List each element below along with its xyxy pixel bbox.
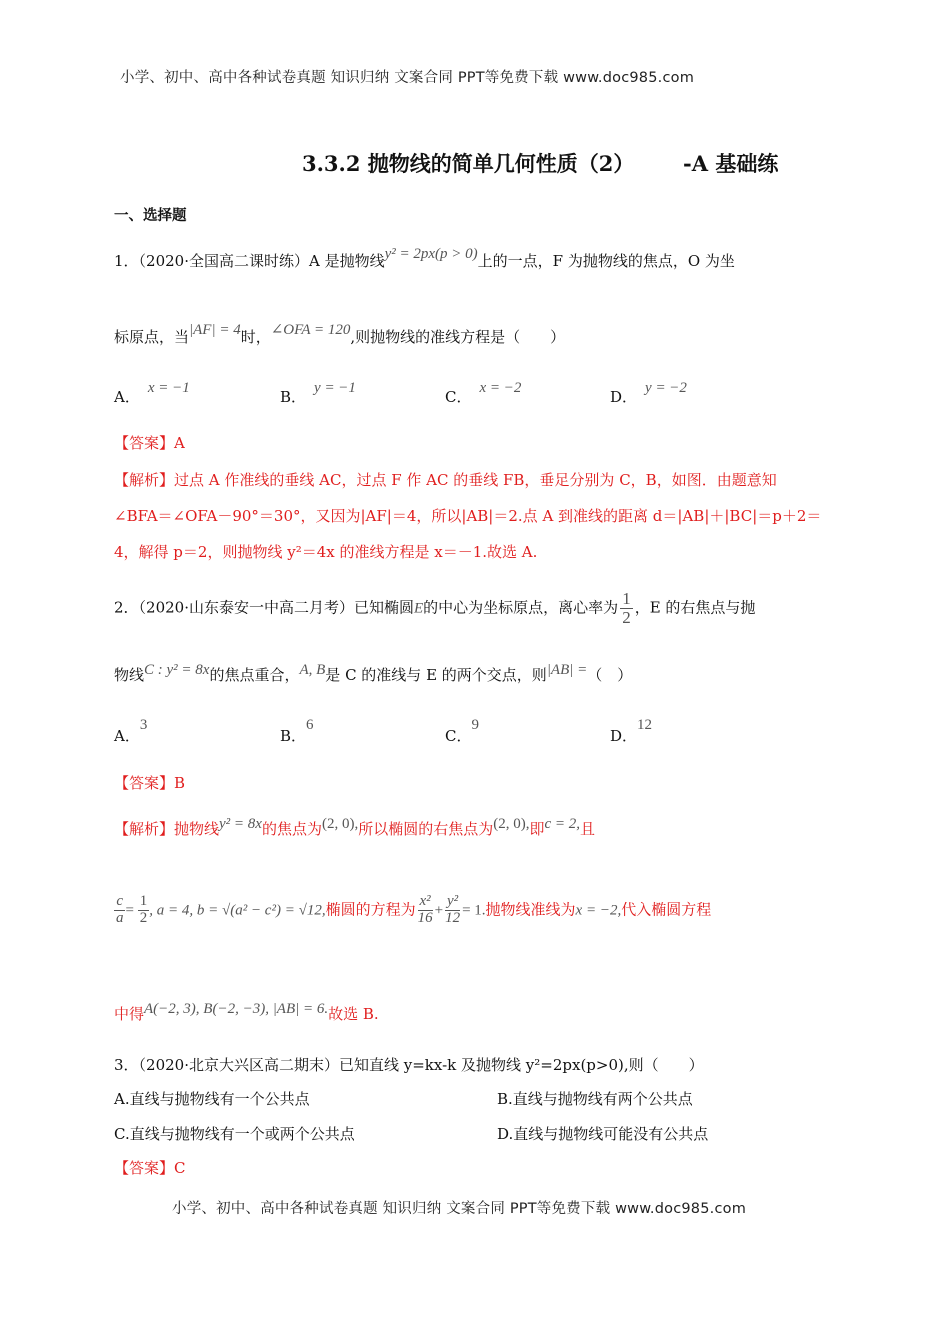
q2-line1: 2．（2020·山东泰安一中高二月考）已知椭圆E的中心为坐标原点，离心率为 $\frac{1}{2}$ ，E 的右焦点与抛: [114, 589, 756, 627]
q2-option-b: B．6: [280, 717, 314, 745]
q3-stem: 3．（2020·北京大兴区高二期末）已知直线 y=kx-k 及抛物线 y²=2px(p>0),则（ ）: [114, 1056, 704, 1074]
q1-answer: 【答案】A: [114, 434, 185, 452]
q1-option-d: D． y = −2: [610, 380, 687, 406]
q2-line2: 物线C : y² = 8x的焦点重合，A, B是 C 的准线与 E 的两个交点，则|AB| =（ ）: [114, 662, 633, 684]
q3-option-c: C.直线与抛物线有一个或两个公共点: [114, 1125, 355, 1143]
q3-option-b: B.直线与抛物线有两个公共点: [497, 1090, 693, 1108]
q1-analysis-2: ∠BFA＝∠OFA－90°＝30°，又因为|AF|＝4，所以|AB|＝2.点 A 到准线的距离 d＝|AB|＋|BC|＝p＋2＝: [114, 507, 822, 525]
section-heading: 一、选择题: [114, 208, 187, 224]
q3-option-d: D.直线与抛物线可能没有公共点: [497, 1125, 709, 1143]
q2-analysis-3: 中得A(−2, 3), B(−2, −3), |AB| = 6.故选 B.: [114, 1001, 379, 1023]
title-suffix: -A 基础练: [683, 151, 779, 176]
page-header: 小学、初中、高中各种试卷真题 知识归纳 文案合同 PPT等免费下载 www.doc985.com: [120, 70, 695, 86]
q1-option-c: C． x = −2: [445, 380, 522, 406]
q1-eq-af: |AF| = 4: [189, 322, 241, 338]
q3-answer: 【答案】C: [114, 1159, 186, 1177]
q1-analysis-1: 【解析】过点 A 作准线的垂线 AC，过点 F 作 AC 的垂线 FB，垂足分别为 C，B，如图．由题意知: [114, 471, 777, 489]
q1-eq-angle: ∠OFA = 120: [270, 322, 351, 338]
q1-option-b: B． y = −1: [280, 380, 356, 406]
q2-option-a: A．3: [114, 717, 148, 745]
q2-option-d: D．12: [610, 717, 653, 745]
page-footer: 小学、初中、高中各种试卷真题 知识归纳 文案合同 PPT等免费下载 www.doc985.com: [172, 1201, 747, 1217]
q1-option-a: A． x = −1: [114, 380, 190, 406]
q2-eccentricity-fraction: $\frac{1}{2}$: [622, 589, 631, 627]
q1-line2: 标原点，当|AF| = 4时，∠OFA = 120,则抛物线的准线方程是（ ）: [114, 322, 566, 346]
q2-option-c: C．9: [445, 717, 479, 745]
q2-analysis-2: $\frac{c}{a}$ = $\frac{1}{2}$ , a = 4, b = √(a² − c²) = √12,椭圆的方程为 $\frac{\text{x²}}{16}$ + $\frac{\text{y²}}{12}$ = 1.抛物线准线为x = −2,代入椭圆方程: [116, 893, 712, 926]
q2-answer: 【答案】B: [114, 774, 186, 792]
q2-analysis-1: 【解析】抛物线y² = 8x的焦点为(2, 0),所以椭圆的右焦点为(2, 0),即c = 2,且: [114, 816, 596, 838]
q1-line1: 1．（2020·全国高二课时练）A 是抛物线y² = 2px(p > 0)上的一点，F 为抛物线的焦点，O 为坐: [114, 246, 735, 270]
title-main: 3.3.2 抛物线的简单几何性质（2）: [302, 151, 635, 176]
q2-eq-parabola: C : y² = 8x: [144, 662, 210, 678]
q1-analysis-3: 4，解得 p＝2，则抛物线 y²＝4x 的准线方程是 x＝－1.故选 A.: [114, 543, 538, 561]
document-title: [302, 148, 778, 178]
q1-eq-parabola: y² = 2px(p > 0): [384, 246, 478, 262]
q3-option-a: A.直线与抛物线有一个公共点: [114, 1090, 310, 1108]
